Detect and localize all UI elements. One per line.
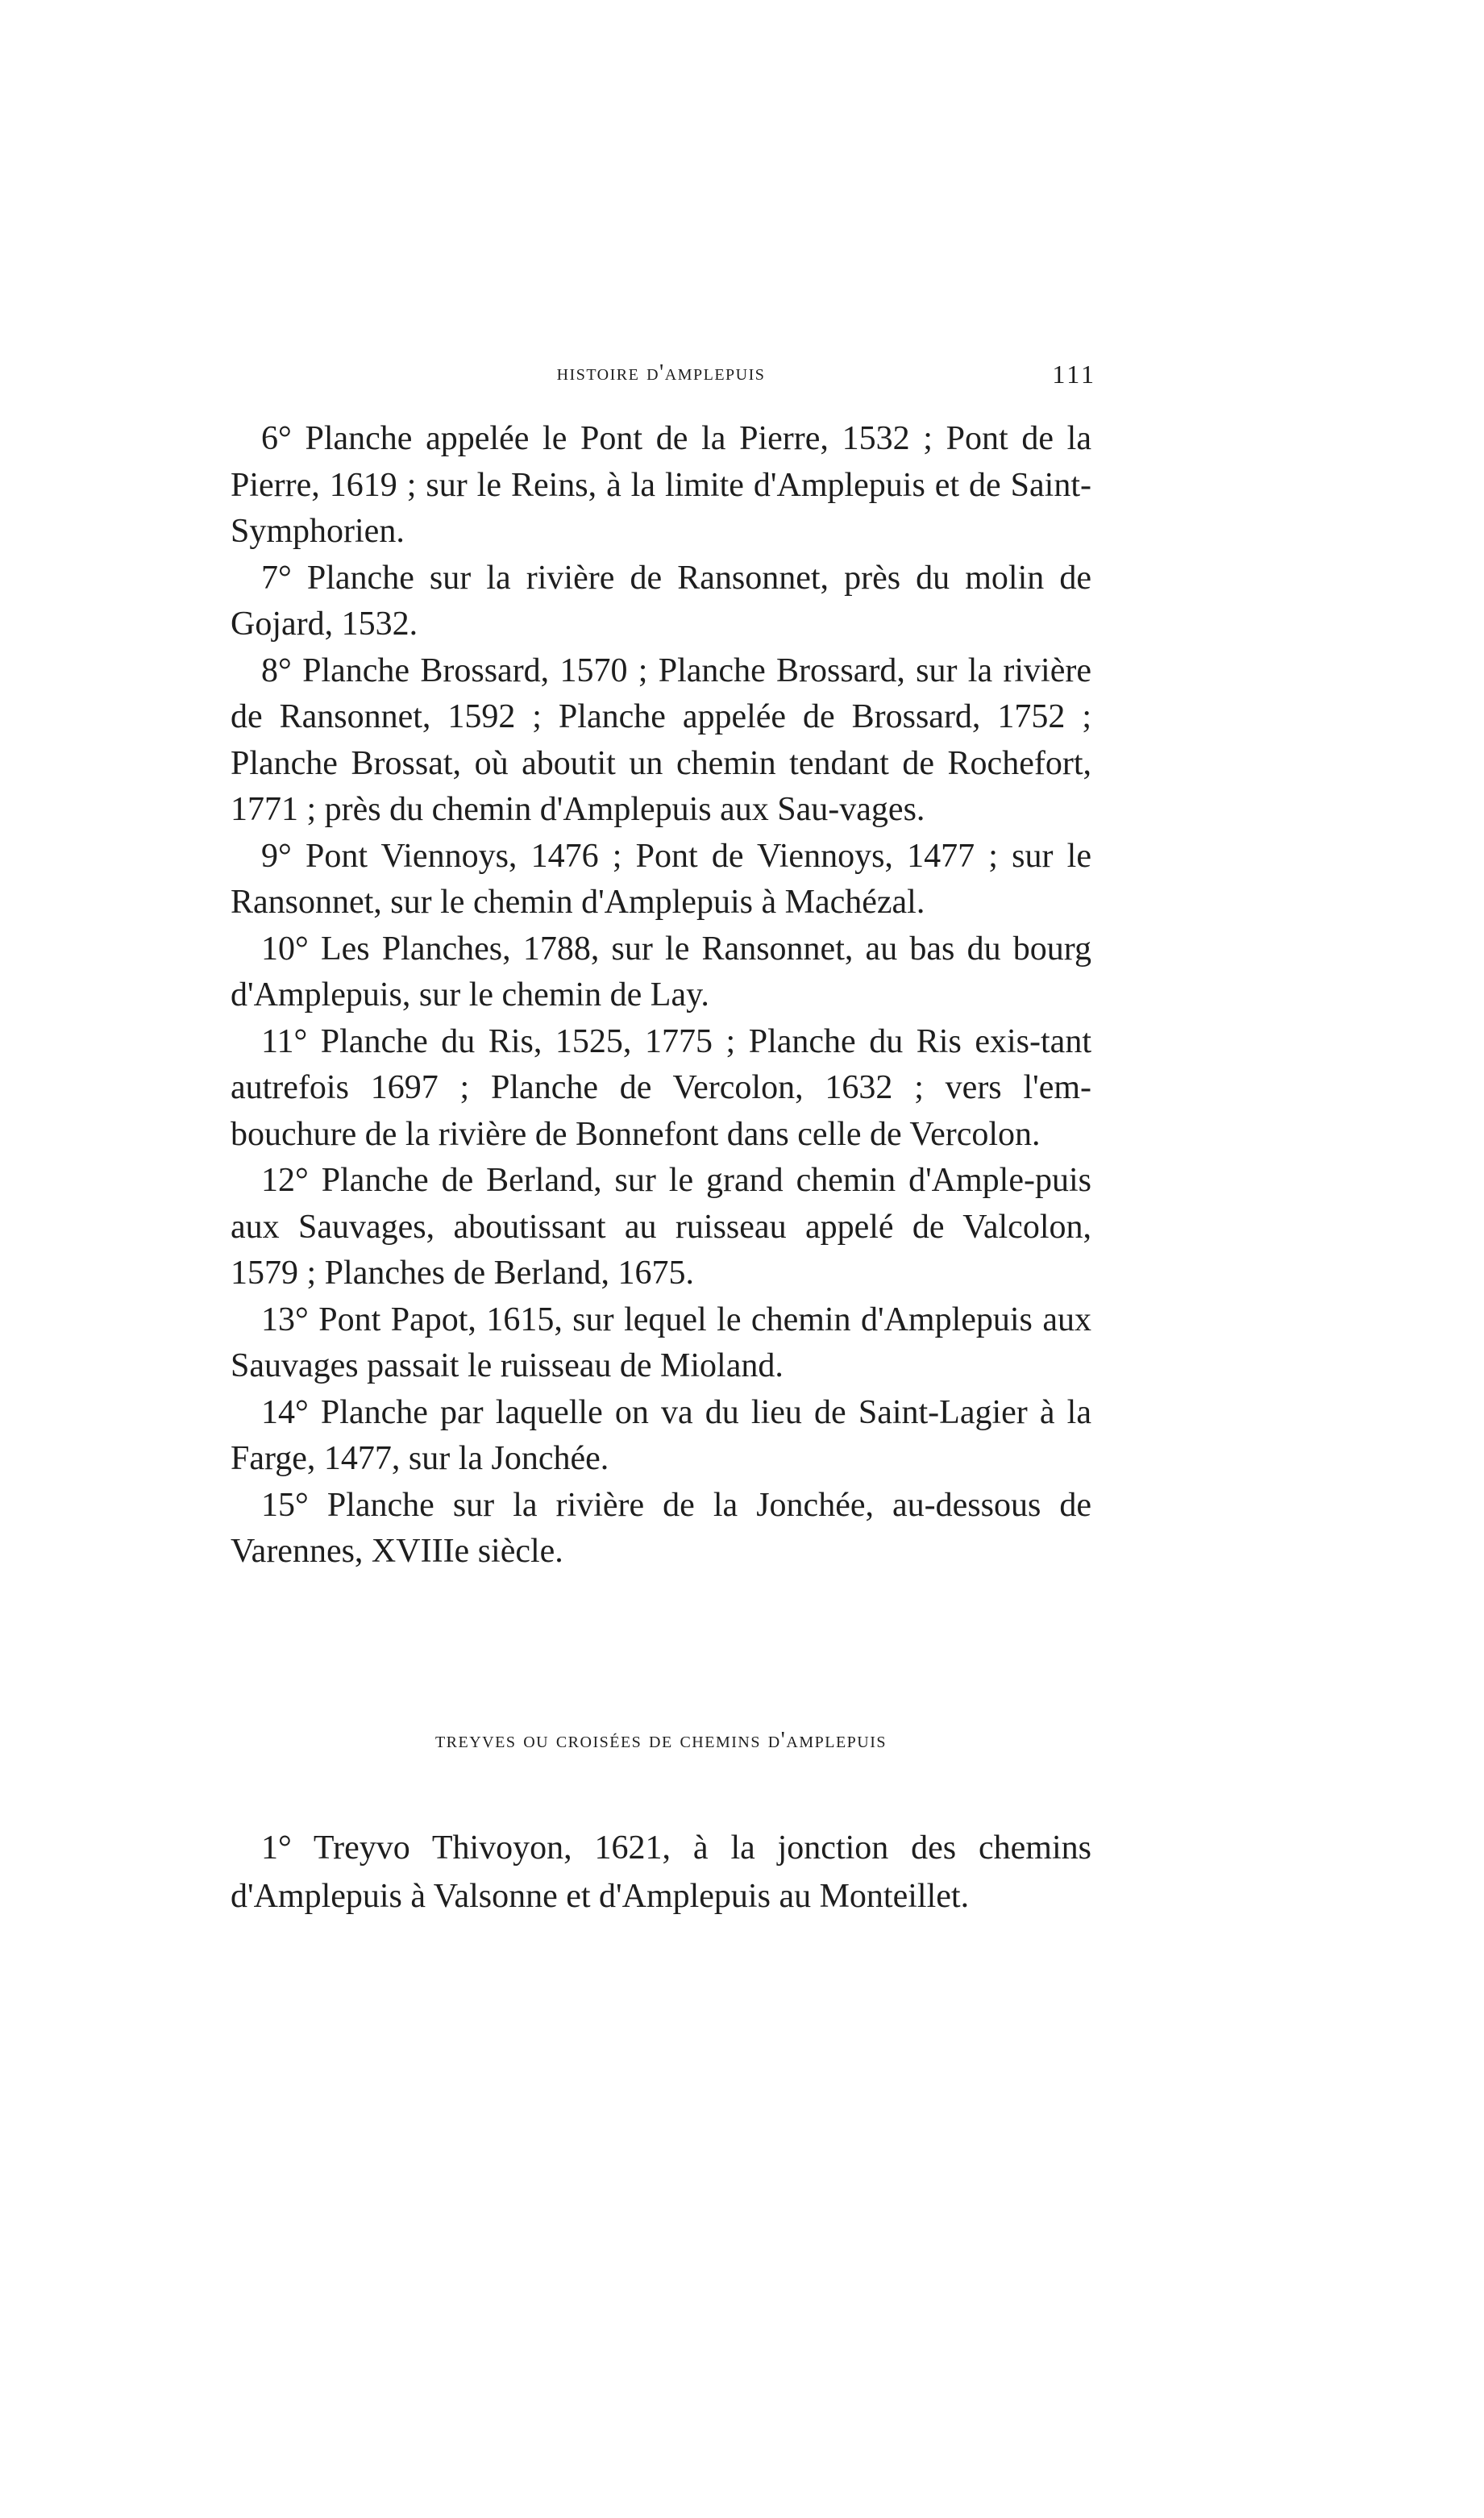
running-head bbox=[231, 360, 1096, 395]
list-item: 15° Planche sur la rivière de la Jonchée, au-dessous de Varennes, XVIIIe siècle. bbox=[231, 1486, 1091, 1570]
list-item: 1° Treyvo Thivoyon, 1621, à la jonction des chemins d'Amplepuis à Valsonne et d'Amplepuis au Monteillet. bbox=[231, 1829, 1091, 1915]
running-title: histoire d'amplepuis bbox=[556, 360, 766, 385]
list-item: 14° Planche par laquelle on va du lieu de Saint-Lagier à la Farge, 1477, sur la Jonchée. bbox=[231, 1393, 1091, 1477]
list-item: 12° Planche de Berland, sur le grand chemin d'Ample-puis aux Sauvages, aboutissant au ruisseau appelé de Valcolon, 1579 ; Planches de Berland, 1675. bbox=[231, 1162, 1091, 1292]
list-item: 11° Planche du Ris, 1525, 1775 ; Planche du Ris exis-tant autrefois 1697 ; Planche de Vercolon, 1632 ; vers l'em-bouchure de la rivière de Bonnefont dans celle de Vercolon. bbox=[231, 1022, 1091, 1153]
list-item: 7° Planche sur la rivière de Ransonnet, près du molin de Gojard, 1532. bbox=[231, 559, 1091, 643]
section-text bbox=[231, 1824, 1091, 1921]
section-heading: treyves ou croisées de chemins d'amplepuis bbox=[434, 1727, 887, 1753]
list-item: 6° Planche appelée le Pont de la Pierre, 1532 ; Pont de la Pierre, 1619 ; sur le Reins, à la limite d'Amplepuis et de Saint-Symphorien. bbox=[231, 420, 1091, 550]
page-number: 111 bbox=[1052, 360, 1096, 389]
list-item: 8° Planche Brossard, 1570 ; Planche Brossard, sur la rivière de Ransonnet, 1592 ; Planche appelée de Brossard, 1752 ; Planche Brossat, où aboutit un chemin tendant de Rochefort, 1771 ; près du chemin d'Amplepuis aux Sau-vages. bbox=[231, 651, 1091, 828]
body-text bbox=[231, 416, 1091, 1575]
list-item: 9° Pont Viennoys, 1476 ; Pont de Viennoys, 1477 ; sur le Ransonnet, sur le chemin d'Amplepuis à Machézal. bbox=[231, 837, 1091, 921]
list-item: 13° Pont Papot, 1615, sur lequel le chemin d'Amplepuis aux Sauvages passait le ruisseau de Mioland. bbox=[231, 1301, 1091, 1384]
list-item: 10° Les Planches, 1788, sur le Ransonnet, au bas du bourg d'Amplepuis, sur le chemin de Lay. bbox=[231, 930, 1091, 1013]
